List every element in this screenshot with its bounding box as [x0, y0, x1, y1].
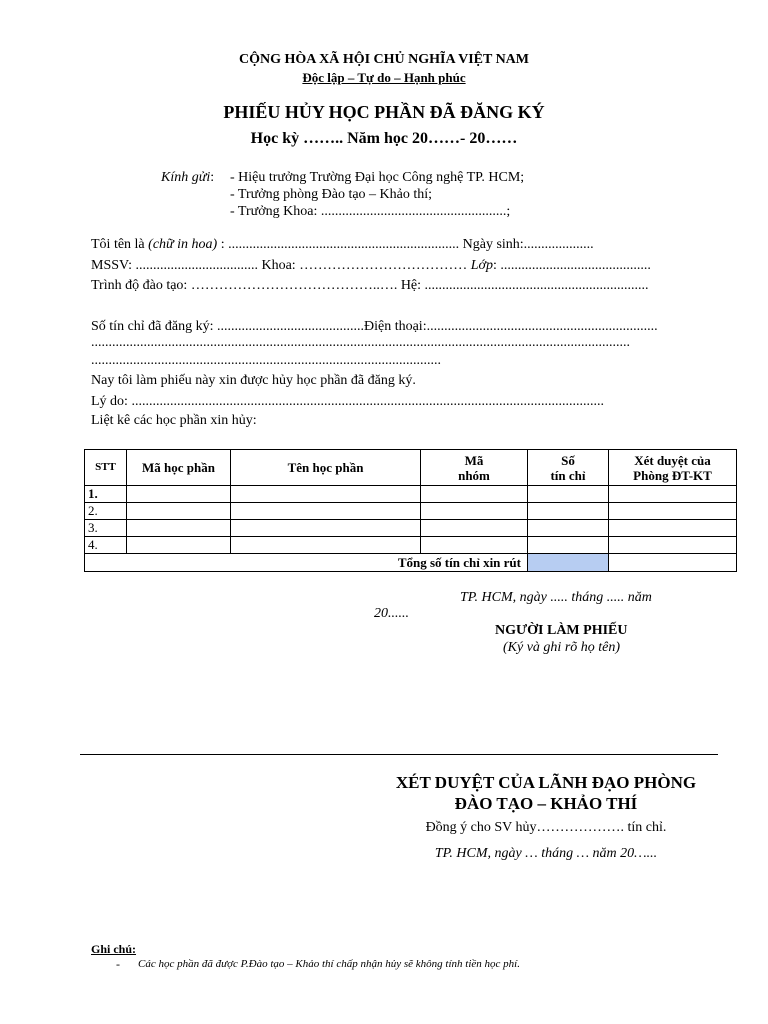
approval-cell — [609, 486, 737, 503]
recipients-label — [161, 170, 214, 186]
note-colon: : — [132, 942, 137, 956]
approval-agree-line: Đồng ý cho SV hủy………………. tín chỉ. — [425, 820, 667, 835]
header-approval — [609, 450, 737, 486]
header-course-code: Mã học phần — [127, 450, 231, 486]
name-hint: (chữ in hoa) — [148, 237, 218, 252]
course-table — [84, 449, 737, 572]
credits-cell[interactable] — [528, 486, 609, 503]
group-cell[interactable] — [421, 503, 528, 520]
request-line: Nay tôi làm phiếu này xin được hủy học phần đã đăng ký. — [91, 373, 416, 388]
course-code-cell[interactable] — [127, 537, 231, 554]
header-stt: STT — [85, 450, 127, 486]
note-label — [91, 942, 136, 957]
total-credits-cell[interactable] — [528, 554, 609, 572]
note-label-text: Ghi chú — [91, 942, 133, 956]
group-cell[interactable] — [421, 486, 528, 503]
row-number: 4. — [85, 537, 127, 554]
course-name-cell[interactable] — [231, 537, 421, 554]
course-name-cell[interactable] — [231, 486, 421, 503]
approval-title-line-2: ĐÀO TẠO – KHẢO THÍ — [454, 794, 638, 813]
credits-field-line: Số tín chỉ đã đăng ký: ..........................................Điện thoại:.................................................................. — [91, 319, 658, 334]
motto: Độc lập – Tự do – Hạnh phúc — [302, 70, 466, 85]
reason-field-line: Lý do: ....................................................................................................................................... — [91, 394, 604, 409]
section-divider — [80, 754, 718, 755]
header-group-line-2: nhóm — [458, 467, 490, 483]
total-credits-label: Tổng số tín chỉ xin rút — [85, 554, 528, 572]
header-course-name: Tên học phần — [231, 450, 421, 486]
credits-cell[interactable] — [528, 537, 609, 554]
nation-heading: CỘNG HÒA XÃ HỘI CHỦ NGHĨA VIỆT NAM — [238, 52, 529, 67]
row-number: 3. — [85, 520, 127, 537]
approval-cell — [609, 537, 737, 554]
table-row — [85, 503, 737, 520]
form-title: PHIẾU HỦY HỌC PHẦN ĐÃ ĐĂNG KÝ — [223, 102, 545, 122]
total-approval-cell — [609, 554, 737, 572]
course-code-cell[interactable] — [127, 486, 231, 503]
group-cell[interactable] — [421, 520, 528, 537]
lop-rest: : ........................................... — [492, 258, 651, 273]
header-credits — [528, 450, 609, 486]
header-approval-line-1: Xét duyệt của — [634, 452, 711, 468]
recipients-label-text: Kính gửi — [161, 170, 211, 185]
header-credits-line-1: Số — [561, 452, 575, 468]
dots-line-1: .......................................................................................................................................................... — [91, 335, 630, 350]
name-prefix: Tôi tên là — [91, 237, 149, 252]
header-group-line-1: Mã — [464, 452, 484, 468]
recipient-line-2: - Trưởng phòng Đào tạo – Khảo thí; — [230, 187, 433, 202]
dots-line-2: .................................................................................................... — [91, 353, 441, 368]
row-number: 2. — [85, 503, 127, 520]
name-field-line — [91, 237, 594, 253]
course-name-cell[interactable] — [231, 503, 421, 520]
level-field-line: Trình độ đào tạo: …………………………………..…. Hệ: ................................................................ — [91, 278, 649, 293]
name-rest: : .................................................................. Ngày sinh:.................... — [217, 237, 594, 252]
signature-date-line-1: TP. HCM, ngày ..... tháng ..... năm — [460, 590, 652, 605]
recipient-line-1: - Hiệu trưởng Trường Đại học Công nghệ TP. HCM; — [230, 170, 525, 185]
table-row — [85, 537, 737, 554]
recipient-line-3: - Trưởng Khoa: .....................................................; — [230, 204, 511, 219]
signer-title: NGƯỜI LÀM PHIẾU — [495, 623, 628, 638]
credits-cell[interactable] — [528, 503, 609, 520]
approval-title-line-1: XÉT DUYỆT CỦA LÃNH ĐẠO PHÒNG — [395, 773, 697, 792]
group-cell[interactable] — [421, 537, 528, 554]
credits-cell[interactable] — [528, 520, 609, 537]
term-line: Học kỳ …….. Năm học 20……- 20…… — [250, 130, 518, 147]
lop-label: Lớp — [470, 258, 493, 273]
signature-date-line-2: 20...... — [374, 606, 409, 621]
row-number: 1. — [85, 486, 127, 503]
approval-cell — [609, 503, 737, 520]
recipients-colon: : — [210, 170, 215, 185]
table-header-row — [85, 450, 737, 486]
mssv-text: MSSV: ................................... Khoa: ……………………………… — [91, 258, 471, 273]
course-name-cell[interactable] — [231, 520, 421, 537]
table-row — [85, 486, 737, 503]
list-heading: Liệt kê các học phần xin hủy: — [91, 413, 257, 428]
course-code-cell[interactable] — [127, 503, 231, 520]
note-bullet: - — [116, 957, 120, 971]
table-row — [85, 520, 737, 537]
mssv-field-line — [91, 258, 651, 274]
signer-note: (Ký và ghi rõ họ tên) — [503, 640, 621, 655]
approval-date-line: TP. HCM, ngày … tháng … năm 20…... — [434, 846, 658, 861]
approval-cell — [609, 520, 737, 537]
header-approval-line-2: Phòng ĐT-KT — [633, 467, 712, 483]
course-code-cell[interactable] — [127, 520, 231, 537]
header-group — [421, 450, 528, 486]
note-text: Các học phần đã được P.Đào tạo – Khảo thí chấp nhận hủy sẽ không tính tiền học phí. — [138, 958, 520, 970]
table-total-row — [85, 554, 737, 572]
header-credits-line-2: tín chỉ — [550, 467, 586, 483]
